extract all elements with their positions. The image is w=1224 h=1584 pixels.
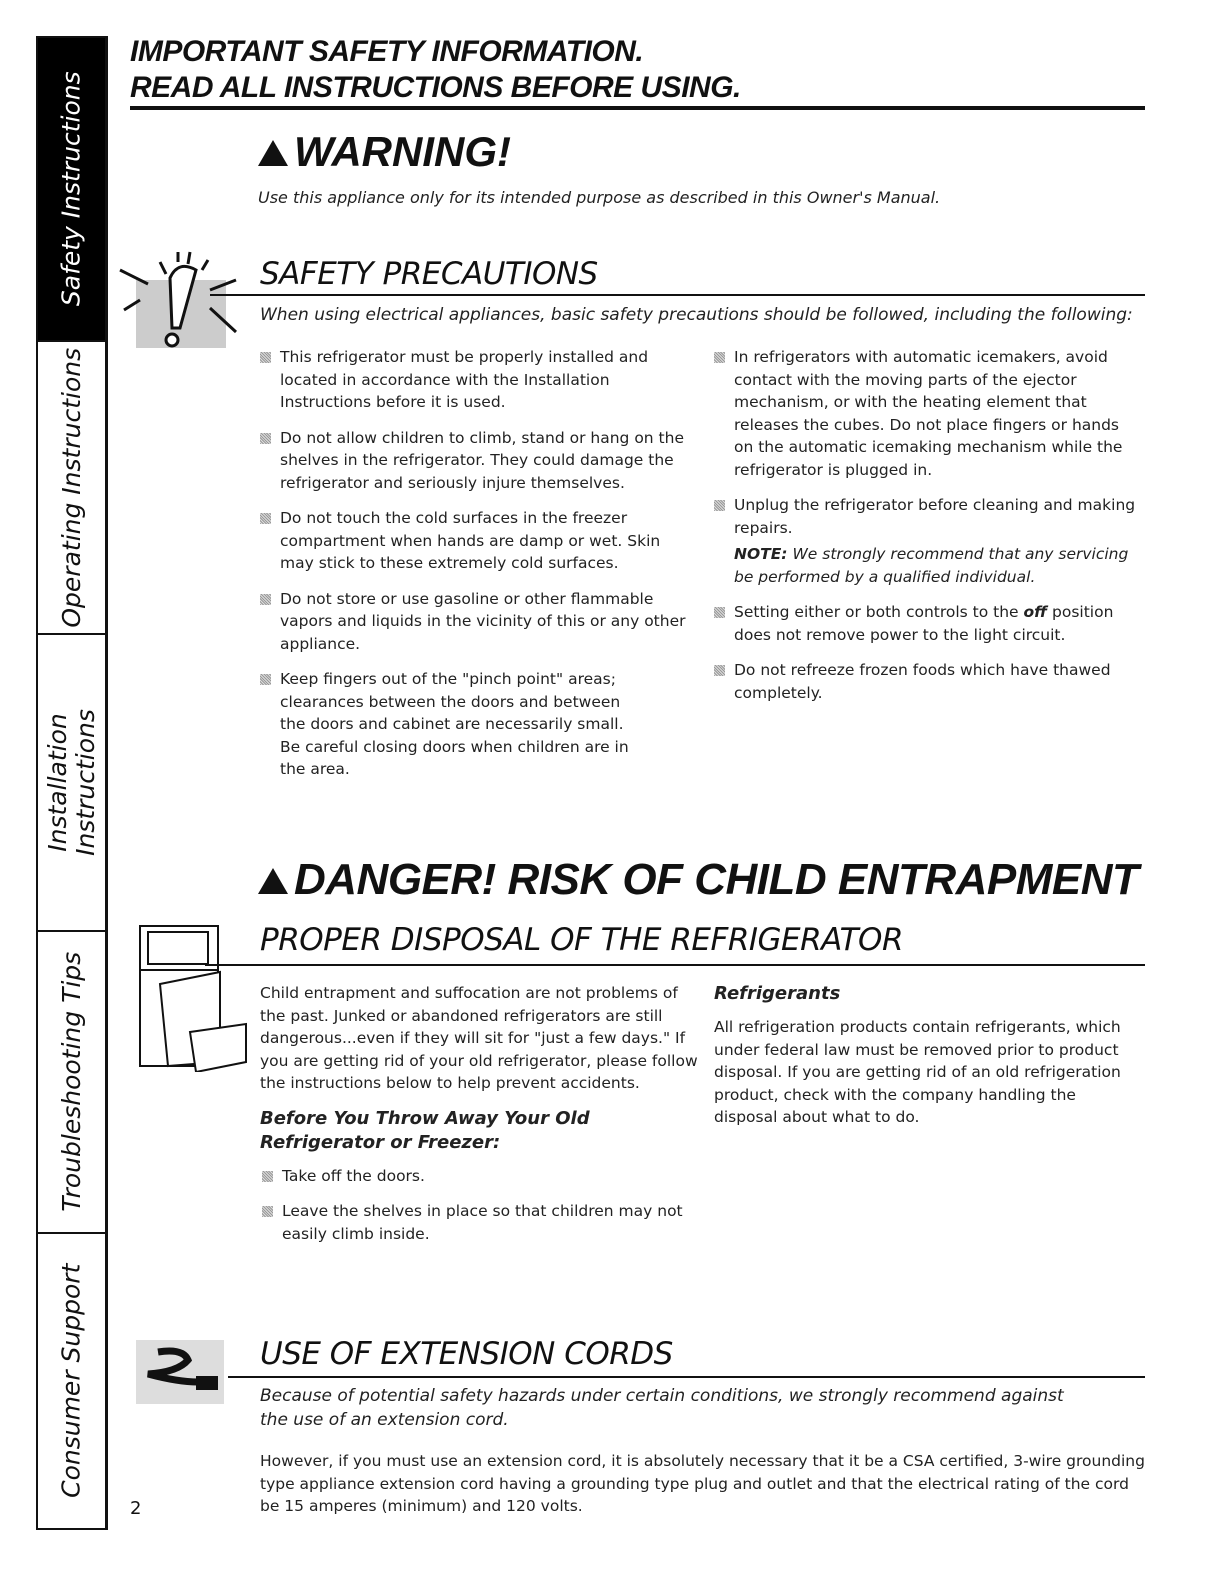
proper-disposal-heading: PROPER DISPOSAL OF THE REFRIGERATOR	[260, 922, 903, 958]
item-text: This refrigerator must be properly installed and located in accordance with the Installation Instructions before it is used.	[280, 348, 649, 411]
list-item	[258, 507, 688, 575]
item-text: Unplug the refrigerator before cleaning and making repairs.	[734, 496, 1136, 537]
disposal-subheading: Before You Throw Away Your Old Refrigerator or Freezer:	[260, 1107, 590, 1153]
list-item	[258, 668, 638, 781]
note	[712, 543, 1142, 588]
list-item	[258, 588, 688, 656]
item-text: Do not refreeze frozen foods which have thawed completely.	[734, 661, 1111, 702]
precautions-right-column	[712, 346, 1142, 717]
tab-installation-instructions[interactable]	[38, 635, 105, 932]
extension-cords-heading: USE OF EXTENSION CORDS	[260, 1336, 673, 1372]
list-item	[260, 1200, 700, 1245]
bullet-icon	[260, 433, 271, 444]
list-item	[258, 427, 688, 495]
bullet-icon	[714, 607, 725, 618]
refrigerator-illustration-icon	[128, 922, 250, 1072]
item-text: Take off the doors.	[282, 1166, 425, 1185]
note-label: NOTE:	[734, 545, 788, 563]
warning-triangle-icon	[258, 140, 288, 166]
warning-text: Use this appliance only for its intended purpose as described in this Owner's Manual.	[258, 188, 941, 207]
page-header	[130, 34, 741, 106]
bullet-icon	[714, 352, 725, 363]
tab-label: Operating Instructions	[56, 347, 86, 628]
bullet-icon	[714, 500, 725, 511]
refrigerants-heading: Refrigerants	[714, 983, 841, 1004]
refrigerants-text: All refrigeration products contain refrigerants, which under federal law must be removed prior to product disposal. If you are getting rid of an old refrigeration product, check with the company handling the disposal about what to do.	[714, 1018, 1121, 1126]
item-emphasis: off	[1023, 603, 1048, 621]
list-item	[712, 494, 1142, 539]
list-item	[712, 659, 1142, 704]
precautions-intro: When using electrical appliances, basic safety precautions should be followed, including the following:	[260, 305, 1133, 325]
warning-heading	[258, 128, 511, 176]
list-item	[712, 346, 1142, 481]
tab-label: Consumer Support	[56, 1263, 86, 1499]
bullet-icon	[262, 1206, 273, 1217]
danger-heading	[258, 855, 1138, 905]
item-text: Setting either or both controls to the	[734, 603, 1024, 621]
header-rule	[130, 106, 1145, 110]
extension-cords-text: However, if you must use an extension cord, it is absolutely necessary that it be a CSA certified, 3-wire grounding type appliance extension cord having a grounding type plug and outlet and that the electrical rating of the cord be 15 amperes (minimum) and 120 volts.	[260, 1452, 1145, 1515]
tab-label: Safety Instructions	[56, 71, 86, 307]
warning-title: WARNING!	[294, 128, 511, 175]
note-text: We strongly recommend that any servicing be performed by a qualified individual.	[734, 545, 1129, 586]
header-line-2: READ ALL INSTRUCTIONS BEFORE USING.	[130, 71, 741, 104]
section-rule	[210, 294, 1145, 296]
extension-cords-intro: Because of potential safety hazards under certain conditions, we strongly recommend against the use of an extension cord.	[260, 1386, 1064, 1430]
section-rule	[205, 964, 1145, 966]
list-item	[260, 1165, 700, 1188]
bullet-icon	[260, 513, 271, 524]
tab-safety-instructions[interactable]	[38, 38, 105, 342]
disposal-text: Child entrapment and suffocation are not problems of the past. Junked or abandoned refrigerators are still dangerous...even if they will sit for "just a few days." If you are getting rid of your old refrigerator, please follow the instructions below to help prevent accidents.	[260, 984, 698, 1092]
bullet-icon	[262, 1171, 273, 1182]
list-item	[712, 601, 1142, 646]
item-text: Do not allow children to climb, stand or hang on the shelves in the refrigerator. They could damage the refrigerator and seriously injure themselves.	[280, 428, 684, 492]
item-text: position does not remove power to the light circuit.	[734, 603, 1114, 644]
list-item	[258, 346, 688, 414]
tab-label: Troubleshooting Tips	[56, 952, 86, 1212]
tab-label: Installation Instructions	[43, 709, 100, 856]
item-text: Do not touch the cold surfaces in the freezer compartment when hands are damp or wet. Skin may stick to these extremely cold surfaces.	[280, 509, 661, 572]
item-text: Do not store or use gasoline or other flammable vapors and liquids in the vicinity of this or any other appliance.	[280, 589, 686, 653]
disposal-left-column	[260, 982, 700, 1258]
item-text: In refrigerators with automatic icemakers, avoid contact with the moving parts of the ejector mechanism, or with the heating element that releases the cubes. Do not place fingers or hands on the automatic icemaking mechanism while the refrigerator is plugged in.	[734, 348, 1123, 479]
header-line-1: IMPORTANT SAFETY INFORMATION.	[130, 35, 644, 68]
refrigerants-column	[714, 982, 1144, 1129]
bullet-icon	[260, 352, 271, 363]
section-rule	[228, 1376, 1145, 1378]
tab-operating-instructions[interactable]	[38, 342, 105, 635]
extension-cord-icon	[128, 1338, 238, 1408]
page-number: 2	[130, 1498, 142, 1519]
section-tabs	[36, 36, 108, 1530]
danger-title: DANGER! RISK OF CHILD ENTRAPMENT	[294, 855, 1139, 904]
warning-triangle-icon	[258, 868, 288, 894]
tab-troubleshooting-tips[interactable]	[38, 932, 105, 1234]
bullet-icon	[260, 674, 271, 685]
item-text: Keep fingers out of the "pinch point" areas; clearances between the doors and between the doors and cabinet are necessarily small. Be careful closing doors when children are in the area.	[280, 670, 629, 778]
precautions-left-column	[258, 346, 688, 794]
item-text: Leave the shelves in place so that children may not easily climb inside.	[282, 1202, 683, 1243]
bullet-icon	[260, 594, 271, 605]
safety-precautions-heading: SAFETY PRECAUTIONS	[260, 256, 598, 292]
tab-consumer-support[interactable]	[38, 1234, 105, 1528]
bullet-icon	[714, 665, 725, 676]
